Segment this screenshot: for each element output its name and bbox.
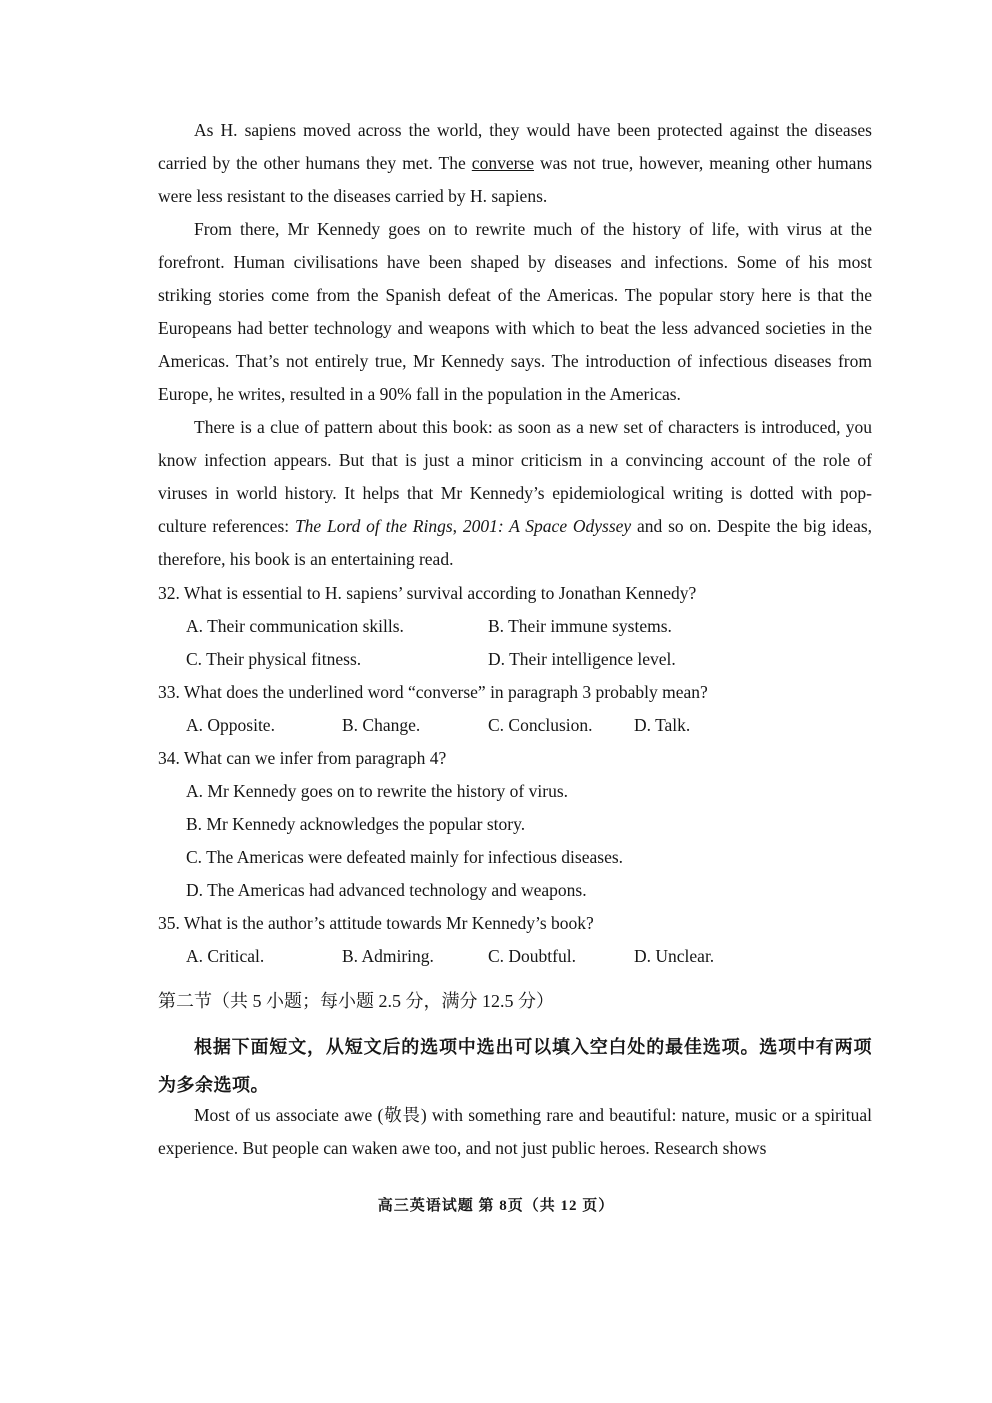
underlined-word: converse xyxy=(471,153,534,173)
question-34-option-c[interactable]: C. The Americas were defeated mainly for infectious diseases. xyxy=(186,847,624,867)
question-33-option-c[interactable]: C. Conclusion. xyxy=(488,715,593,735)
question-32-option-a[interactable]: A. Their communication skills. xyxy=(186,616,404,636)
paragraph-1-text: As H. sapiens moved across the world, they would have been protected against the diseases carried by the other humans they met. The xyxy=(158,120,872,173)
paragraph-3-tail: and so on. Despite the big ideas, therefore, his book is an entertaining read. xyxy=(158,516,873,569)
question-35-option-a[interactable]: A. Critical. xyxy=(186,946,265,966)
question-35-option-b[interactable]: B. Admiring. xyxy=(342,946,434,966)
paragraph-3 xyxy=(158,411,872,576)
page-footer: 高三英语试题 第 8页（共 12 页） xyxy=(377,1198,615,1214)
paragraph-1-tail: was not true, however, meaning other humans were less resistant to the diseases carried by H. sapiens. xyxy=(158,153,873,206)
question-34-option-d[interactable]: D. The Americas had advanced technology and weapons. xyxy=(186,880,587,900)
film-title-reference: 2001: A Space Odyssey xyxy=(462,516,632,536)
section-2-instruction: 根据下面短文，从短文后的选项中选出可以填入空白处的最佳选项。选项中有两项为多余选项。 xyxy=(158,1037,872,1095)
question-33-option-d[interactable]: D. Talk. xyxy=(634,715,691,735)
question-32-option-b[interactable]: B. Their immune systems. xyxy=(488,616,672,636)
question-33-option-a[interactable]: A. Opposite. xyxy=(186,715,275,735)
separator: , xyxy=(452,516,463,536)
question-32-option-d[interactable]: D. Their intelligence level. xyxy=(488,649,676,669)
question-34-stem: 34. What can we infer from paragraph 4? xyxy=(158,748,447,768)
book-title-reference: The Lord of the Rings xyxy=(294,516,453,536)
question-34-option-a[interactable]: A. Mr Kennedy goes on to rewrite the history of virus. xyxy=(186,781,569,801)
question-35-stem: 35. What is the author’s attitude towards Mr Kennedy’s book? xyxy=(158,913,594,933)
paragraph-3-text: There is a clue of pattern about this book: as soon as a new set of characters is introduced, you know infection appears. But that is just a minor criticism in a convincing account of the role of viruses in world history. It helps that Mr Kennedy’s epidemiological writing is dotted with pop-culture references: xyxy=(158,417,872,536)
paragraph-1 xyxy=(158,114,872,213)
question-35-option-c[interactable]: C. Doubtful. xyxy=(488,946,576,966)
question-34-option-b[interactable]: B. Mr Kennedy acknowledges the popular story. xyxy=(186,814,526,834)
section-2-passage: Most of us associate awe (敬畏) with something rare and beautiful: nature, music or a spiritual experience. But people can waken awe too, and not just public heroes. Research shows xyxy=(158,1105,872,1158)
question-33-stem: 33. What does the underlined word “converse” in paragraph 3 probably mean? xyxy=(158,682,708,702)
paragraph-2: From there, Mr Kennedy goes on to rewrite much of the history of life, with virus at the forefront. Human civilisations have been shaped by diseases and infections. Some of his most striking stories come from the Spanish defeat of the Americas. The popular story here is that the Europeans had better technology and weapons with which to beat the less advanced societies in the Americas. That’s not entirely true, Mr Kennedy says. The introduction of infectious diseases from Europe, he writes, resulted in a 90% fall in the population in the Americas. xyxy=(158,219,872,404)
question-35-option-d[interactable]: D. Unclear. xyxy=(634,946,715,966)
section-2-heading: 第二节（共 5 小题；每小题 2.5 分，满分 12.5 分） xyxy=(158,991,554,1011)
question-32-stem: 32. What is essential to H. sapiens’ survival according to Jonathan Kennedy? xyxy=(158,583,697,603)
question-32-option-c[interactable]: C. Their physical fitness. xyxy=(186,649,362,669)
question-33-option-b[interactable]: B. Change. xyxy=(342,715,421,735)
